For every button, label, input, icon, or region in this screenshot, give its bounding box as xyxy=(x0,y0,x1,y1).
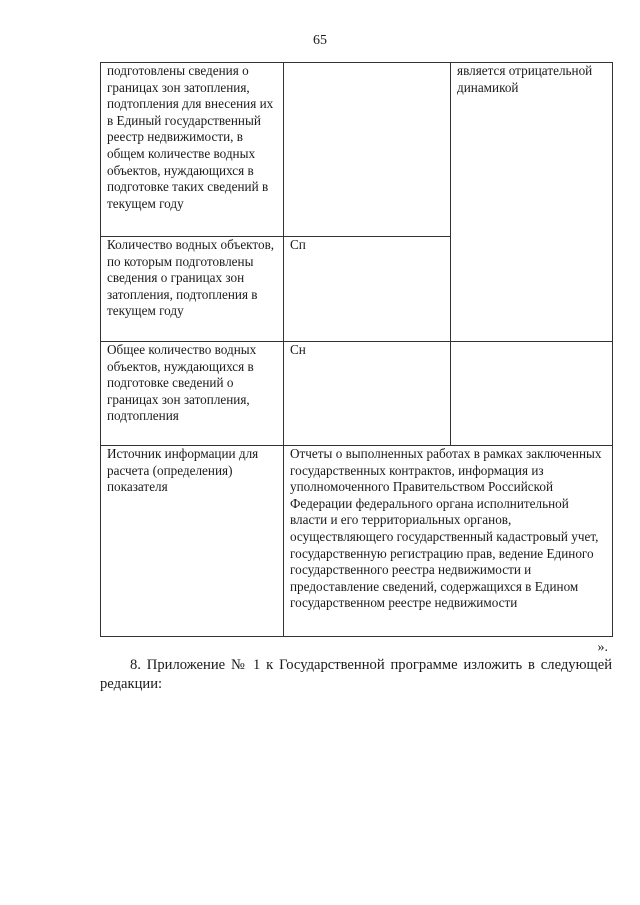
row3-value-cell: Сн xyxy=(284,342,451,446)
row4-value-cell: Отчеты о выполненных работах в рамках заключенных государственных контрактов, информация из уполномоченного Правительством Российской Федерации федерального органа исполнительной власти и его территориальных органов, осуществляющего государственный кадастровый учет, государственную регистрацию прав, ведение Единого государственного реестра недвижимости и предоставление сведений, содержащихся в Едином государственном реестре недвижимости xyxy=(284,446,613,637)
table-row xyxy=(101,63,613,237)
row2-label-cell: Количество водных объектов, по которым подготовлены сведения о границах зон затопления, подтопления в текущем году xyxy=(101,237,284,342)
row4-label-cell: Источник информации для расчета (определения) показателя xyxy=(101,446,284,637)
indicator-table xyxy=(100,62,613,637)
row3-label-cell: Общее количество водных объектов, нуждающихся в подготовке сведений о границах зон затопления, подтопления xyxy=(101,342,284,446)
row1-note-cell: является отрицательной динамикой xyxy=(451,63,613,342)
closing-quote: ». xyxy=(597,640,608,655)
row1-value-cell xyxy=(284,63,451,237)
body-paragraph: 8. Приложение № 1 к Государственной программе изложить в следующей редакции: xyxy=(100,657,612,692)
page-number: 65 xyxy=(313,33,327,48)
row3-note-cell xyxy=(451,342,613,446)
table-row xyxy=(101,446,613,637)
row2-value-cell: Сп xyxy=(284,237,451,342)
table-row xyxy=(101,342,613,446)
row1-label-cell: подготовлены сведения о границах зон затопления, подтопления для внесения их в Единый государственный реестр недвижимости, в общем количестве водных объектов, нуждающихся в подготовке таких сведений в текущем году xyxy=(101,63,284,237)
